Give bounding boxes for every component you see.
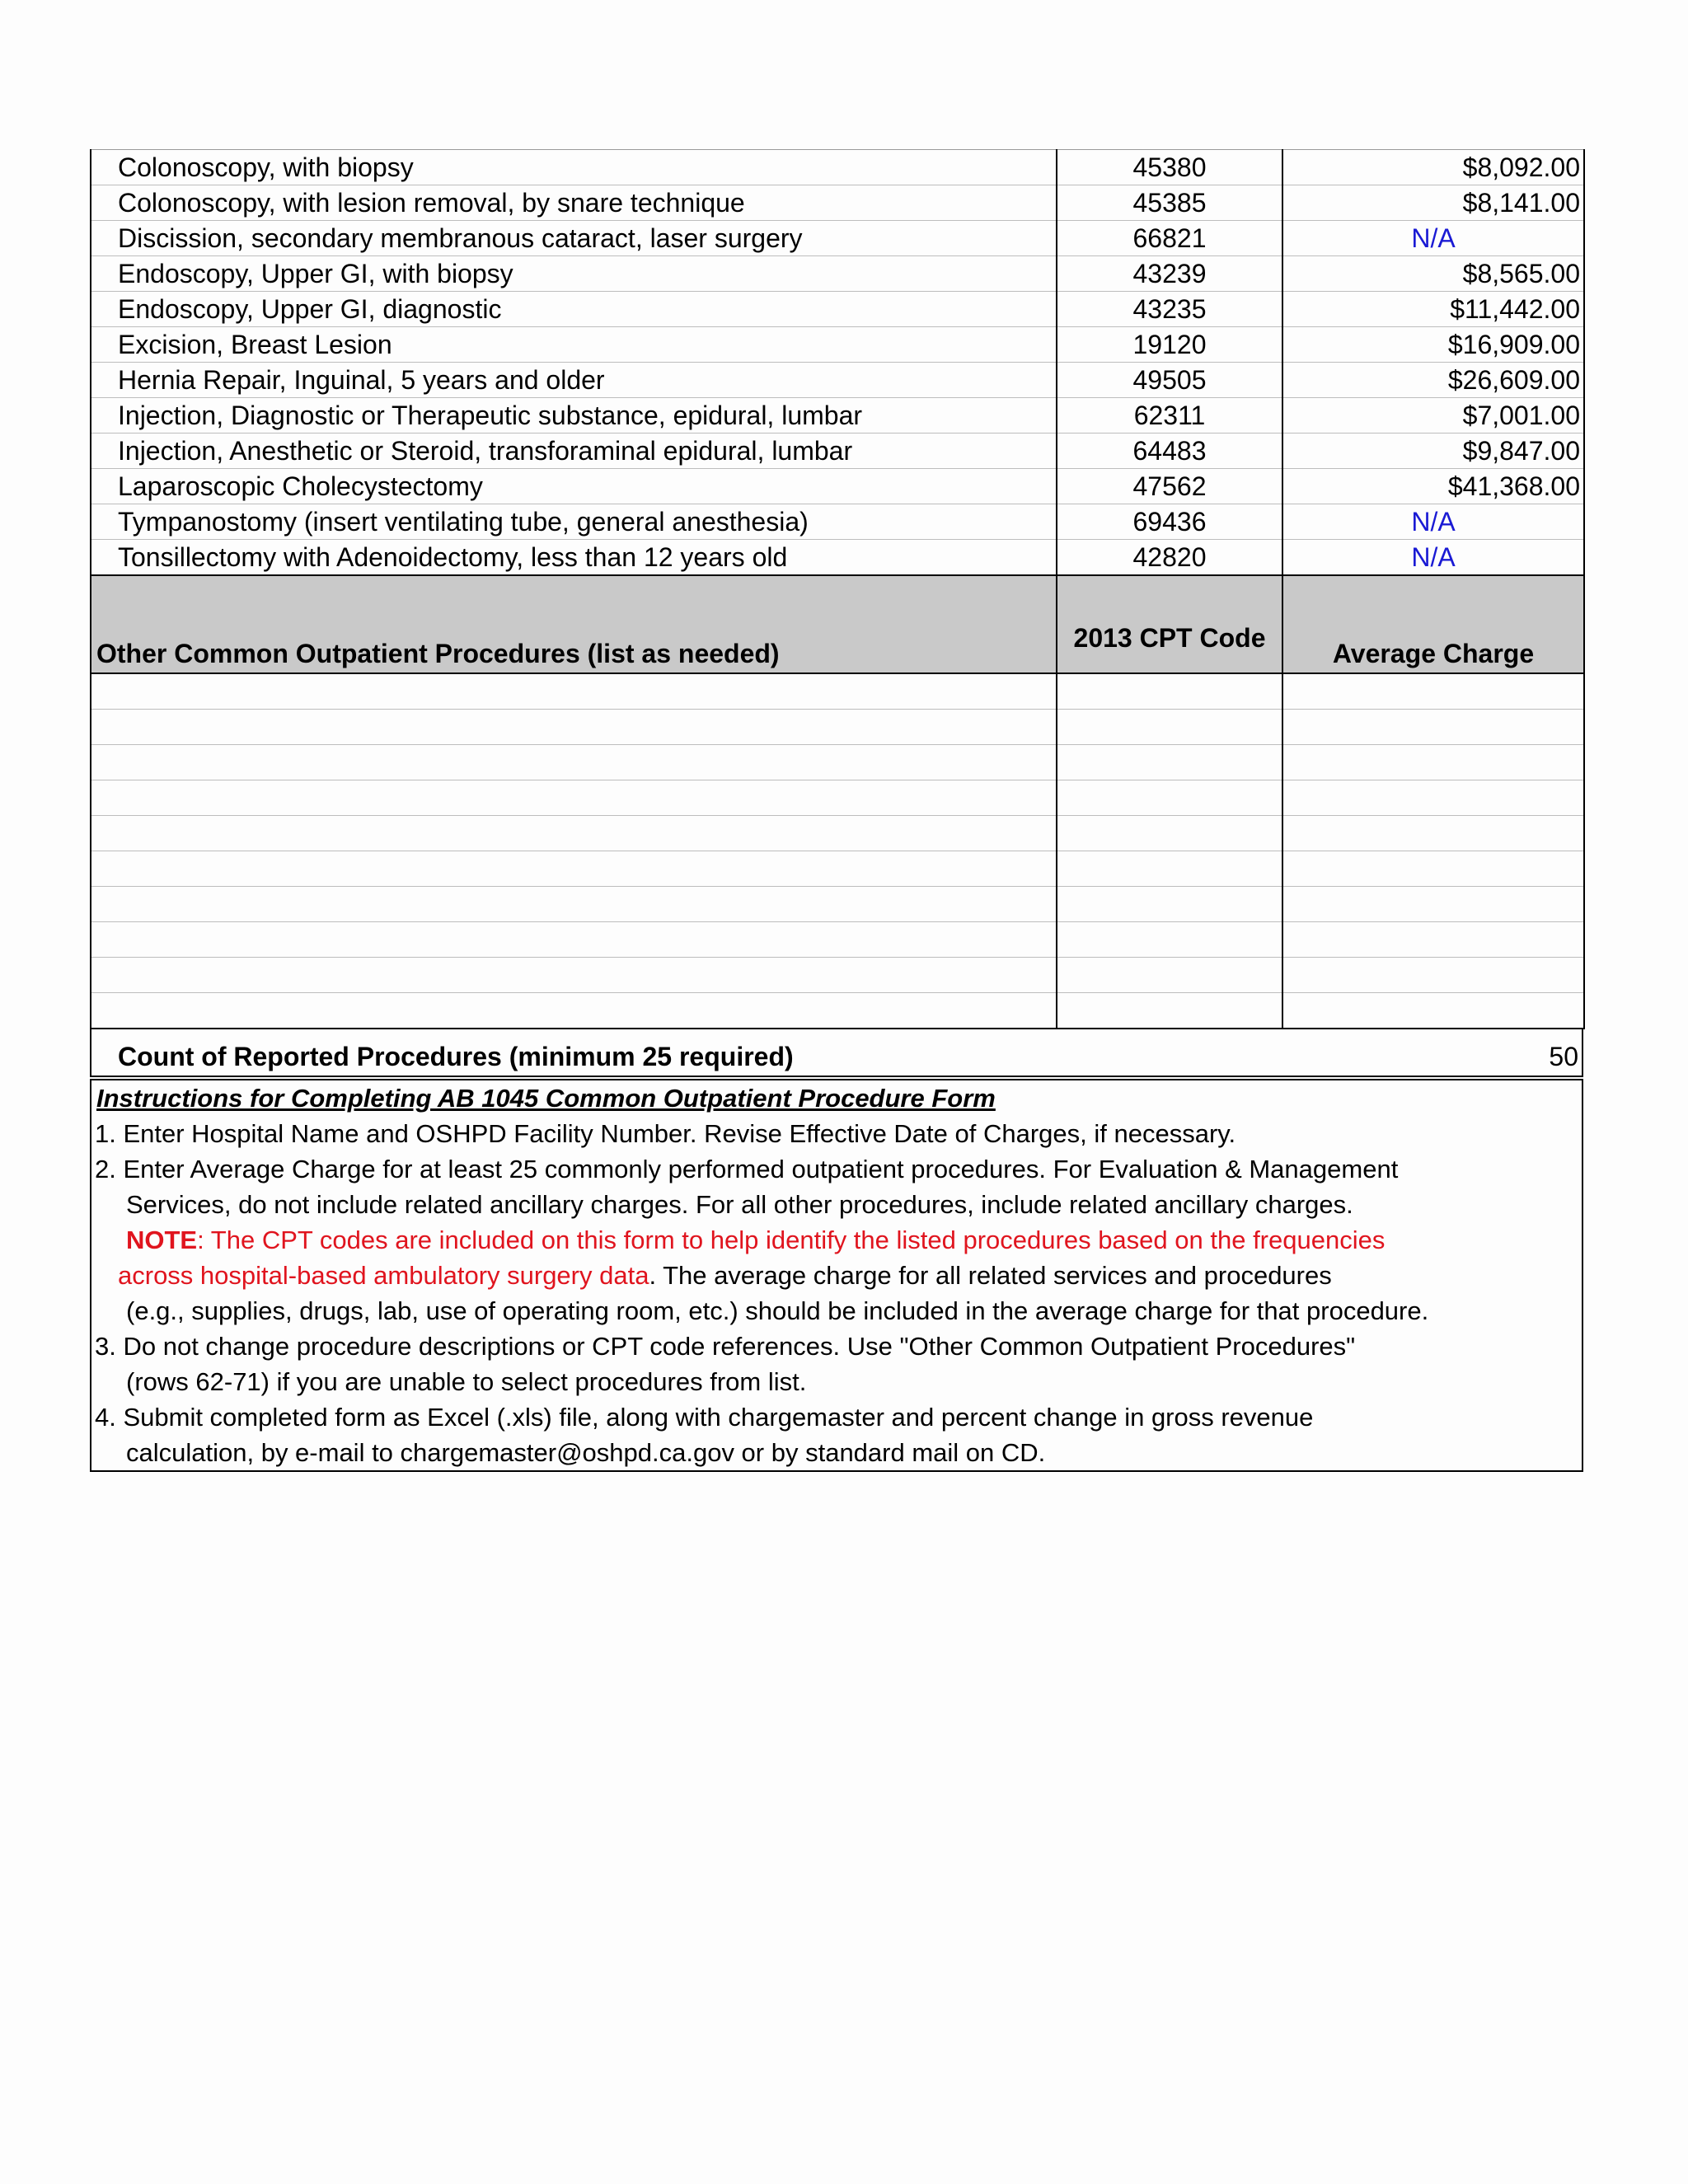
procedure-description: Colonoscopy, with biopsy — [91, 150, 1057, 185]
empty-cpt-cell[interactable] — [1057, 780, 1282, 816]
instruction-2-continued: Services, do not include related ancillary charges. For all other procedures, include related ancillary charges. — [126, 1190, 1353, 1219]
average-charge: $11,442.00 — [1282, 292, 1584, 327]
instruction-2: 2. Enter Average Charge for at least 25 commonly performed outpatient procedures. For Evaluation & Management — [95, 1155, 1399, 1183]
empty-row — [91, 816, 1584, 851]
empty-description-cell[interactable] — [91, 887, 1057, 922]
table-row — [91, 363, 1584, 398]
empty-cpt-cell[interactable] — [1057, 816, 1282, 851]
empty-charge-cell[interactable] — [1282, 745, 1584, 780]
empty-charge-cell[interactable] — [1282, 922, 1584, 958]
note-text: : The CPT codes are included on this form to help identify the listed procedures based on the frequencies — [197, 1226, 1386, 1254]
empty-description-cell[interactable] — [91, 958, 1057, 993]
empty-row — [91, 958, 1584, 993]
note-text-red: across hospital-based ambulatory surgery data — [118, 1261, 649, 1290]
empty-description-cell[interactable] — [91, 993, 1057, 1029]
table-row — [91, 504, 1584, 540]
table-row — [91, 327, 1584, 363]
empty-cpt-cell[interactable] — [1057, 887, 1282, 922]
table-row — [91, 398, 1584, 434]
cpt-code: 66821 — [1057, 221, 1282, 256]
empty-row — [91, 993, 1584, 1029]
cpt-code: 45380 — [1057, 150, 1282, 185]
average-charge-header — [1282, 575, 1584, 673]
empty-charge-cell[interactable] — [1282, 816, 1584, 851]
cpt-code: 69436 — [1057, 504, 1282, 540]
empty-cpt-cell[interactable] — [1057, 958, 1282, 993]
empty-charge-cell[interactable] — [1282, 710, 1584, 745]
average-charge-header-label: Average Charge — [1332, 639, 1535, 668]
table-row — [91, 150, 1584, 185]
average-charge-na: N/A — [1282, 540, 1584, 576]
procedure-description: Laparoscopic Cholecystectomy — [91, 469, 1057, 504]
procedure-description: Injection, Anesthetic or Steroid, transforaminal epidural, lumbar — [91, 434, 1057, 469]
procedures-table — [90, 149, 1585, 1029]
cpt-code-header-label: 2013 CPT Code — [1073, 622, 1266, 653]
cpt-code: 49505 — [1057, 363, 1282, 398]
cpt-code-header — [1057, 575, 1282, 673]
cpt-code: 47562 — [1057, 469, 1282, 504]
table-row — [91, 540, 1584, 576]
average-charge: $41,368.00 — [1282, 469, 1584, 504]
empty-cpt-cell[interactable] — [1057, 922, 1282, 958]
table-row — [91, 469, 1584, 504]
average-charge: $7,001.00 — [1282, 398, 1584, 434]
procedure-description: Endoscopy, Upper GI, with biopsy — [91, 256, 1057, 292]
empty-row — [91, 780, 1584, 816]
other-procedures-header — [91, 575, 1057, 673]
empty-cpt-cell[interactable] — [1057, 745, 1282, 780]
cpt-code: 64483 — [1057, 434, 1282, 469]
empty-charge-cell[interactable] — [1282, 673, 1584, 710]
instruction-note-continued — [91, 1258, 1582, 1293]
instruction-4-continued: calculation, by e-mail to chargemaster@oshpd.ca.gov or by standard mail on CD. — [126, 1438, 1046, 1467]
procedure-description: Colonoscopy, with lesion removal, by snare technique — [91, 185, 1057, 221]
empty-charge-cell[interactable] — [1282, 993, 1584, 1029]
empty-description-cell[interactable] — [91, 710, 1057, 745]
count-row — [90, 1029, 1583, 1076]
average-charge-na: N/A — [1282, 221, 1584, 256]
instruction-note — [91, 1222, 1582, 1258]
empty-charge-cell[interactable] — [1282, 780, 1584, 816]
count-value: 50 — [1549, 1042, 1578, 1071]
cpt-code: 62311 — [1057, 398, 1282, 434]
empty-cpt-cell[interactable] — [1057, 710, 1282, 745]
procedure-description: Excision, Breast Lesion — [91, 327, 1057, 363]
cpt-code: 19120 — [1057, 327, 1282, 363]
empty-charge-cell[interactable] — [1282, 851, 1584, 887]
table-row — [91, 292, 1584, 327]
empty-description-cell[interactable] — [91, 673, 1057, 710]
empty-cpt-cell[interactable] — [1057, 851, 1282, 887]
empty-description-cell[interactable] — [91, 816, 1057, 851]
procedure-description: Endoscopy, Upper GI, diagnostic — [91, 292, 1057, 327]
note-tail: . The average charge for all related services and procedures — [649, 1261, 1332, 1290]
table-row — [91, 221, 1584, 256]
empty-row — [91, 710, 1584, 745]
other-procedures-header-row — [91, 575, 1584, 673]
cpt-code: 43235 — [1057, 292, 1282, 327]
average-charge: $26,609.00 — [1282, 363, 1584, 398]
empty-cpt-cell[interactable] — [1057, 673, 1282, 710]
empty-row — [91, 922, 1584, 958]
instructions-title: Instructions for Completing AB 1045 Common Outpatient Procedure Form — [96, 1084, 996, 1113]
procedure-description: Hernia Repair, Inguinal, 5 years and older — [91, 363, 1057, 398]
procedure-description: Tonsillectomy with Adenoidectomy, less than 12 years old — [91, 540, 1057, 576]
instruction-4: 4. Submit completed form as Excel (.xls) file, along with chargemaster and percent change in gross revenue — [95, 1403, 1314, 1432]
average-charge: $8,565.00 — [1282, 256, 1584, 292]
table-row — [91, 434, 1584, 469]
empty-row — [91, 673, 1584, 710]
table-row — [91, 185, 1584, 221]
instructions-box — [90, 1080, 1583, 1472]
procedure-description: Injection, Diagnostic or Therapeutic substance, epidural, lumbar — [91, 398, 1057, 434]
empty-cpt-cell[interactable] — [1057, 993, 1282, 1029]
procedure-form-sheet — [90, 149, 1583, 1472]
cpt-code: 42820 — [1057, 540, 1282, 576]
instruction-2-example: (e.g., supplies, drugs, lab, use of operating room, etc.) should be included in the average charge for that procedure. — [126, 1296, 1429, 1325]
other-procedures-header-label: Other Common Outpatient Procedures (list as needed) — [96, 639, 780, 668]
average-charge: $16,909.00 — [1282, 327, 1584, 363]
procedure-description: Tympanostomy (insert ventilating tube, general anesthesia) — [91, 504, 1057, 540]
empty-description-cell[interactable] — [91, 780, 1057, 816]
average-charge: $8,141.00 — [1282, 185, 1584, 221]
procedure-description: Discission, secondary membranous cataract, laser surgery — [91, 221, 1057, 256]
table-row — [91, 256, 1584, 292]
empty-row — [91, 745, 1584, 780]
instruction-1: 1. Enter Hospital Name and OSHPD Facility Number. Revise Effective Date of Charges, if necessary. — [95, 1119, 1236, 1148]
empty-description-cell[interactable] — [91, 745, 1057, 780]
cpt-code: 45385 — [1057, 185, 1282, 221]
empty-row — [91, 851, 1584, 887]
empty-description-cell[interactable] — [91, 922, 1057, 958]
empty-description-cell[interactable] — [91, 851, 1057, 887]
note-label: NOTE — [126, 1226, 198, 1254]
count-label: Count of Reported Procedures (minimum 25 required) — [118, 1042, 794, 1071]
cpt-code: 43239 — [1057, 256, 1282, 292]
instruction-3: 3. Do not change procedure descriptions or CPT code references. Use "Other Common Outpatient Procedures" — [95, 1332, 1356, 1361]
empty-charge-cell[interactable] — [1282, 958, 1584, 993]
average-charge: $9,847.00 — [1282, 434, 1584, 469]
empty-row — [91, 887, 1584, 922]
empty-charge-cell[interactable] — [1282, 887, 1584, 922]
average-charge-na: N/A — [1282, 504, 1584, 540]
instruction-3-continued: (rows 62-71) if you are unable to select procedures from list. — [126, 1367, 807, 1396]
average-charge: $8,092.00 — [1282, 150, 1584, 185]
